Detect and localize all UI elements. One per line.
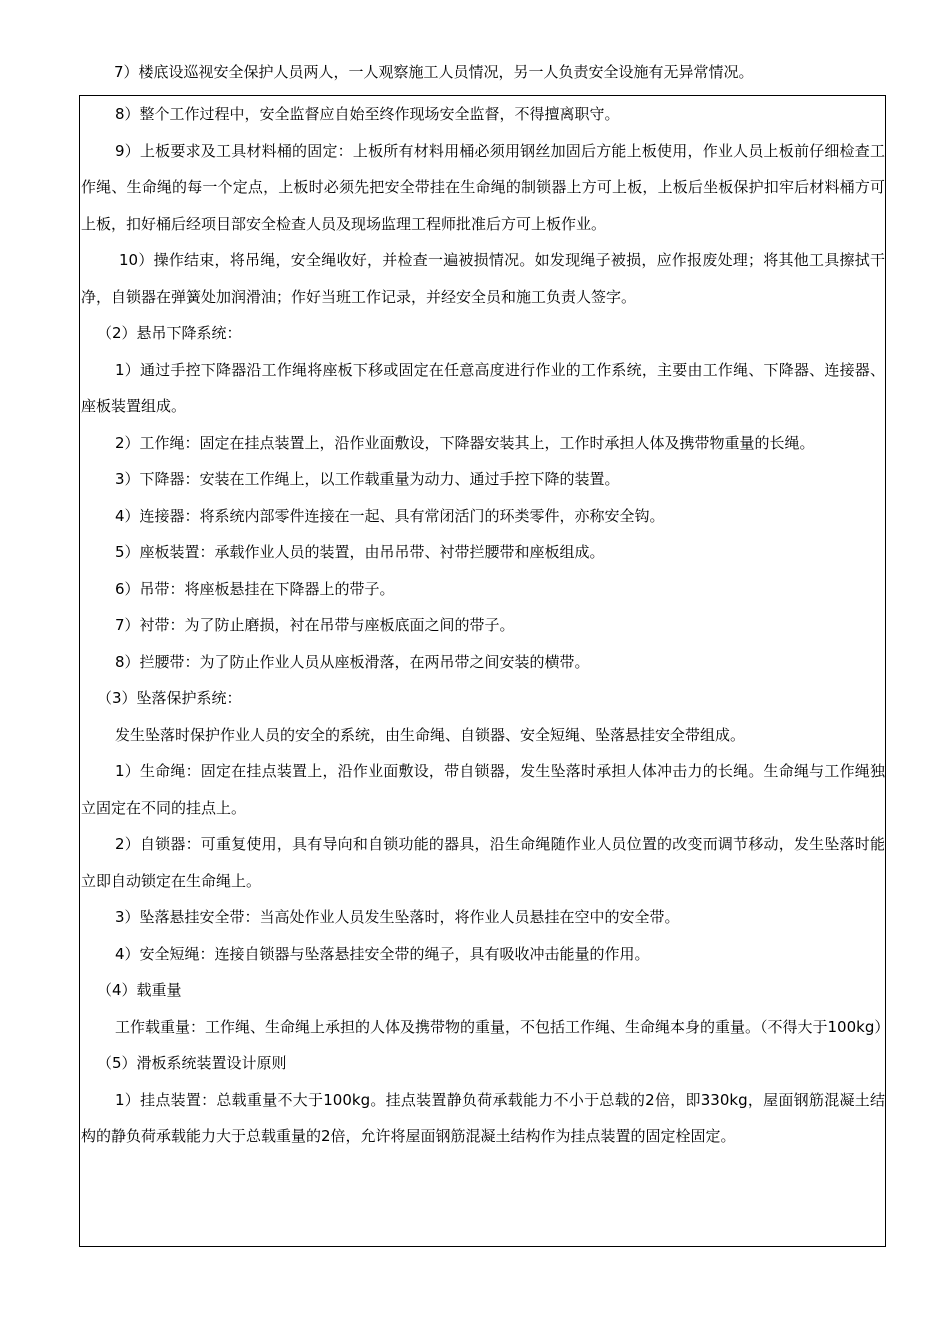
paragraph: 8）拦腰带：为了防止作业人员从座板滑落，在两吊带之间安装的横带。 xyxy=(115,652,590,671)
paragraph: 工作载重量：工作绳、生命绳上承担的人体及携带物的重量，不包括工作绳、生命绳本身的重量。（不得大于100kg） xyxy=(115,1017,890,1036)
document-body xyxy=(81,96,890,1155)
section-heading: （3）坠落保护系统： xyxy=(97,689,242,707)
paragraph: 10）操作结束，将吊绳，安全绳收好，并检查一遍被损情况。如发现绳子被损，应作报废处理；将其他工具擦拭干净，自锁器在弹簧处加润滑油；作好当班工作记录，并经安全员和施工负责人签字。 xyxy=(81,251,885,306)
paragraph: 3）坠落悬挂安全带：当高处作业人员发生坠落时，将作业人员悬挂在空中的安全带。 xyxy=(115,908,680,926)
paragraph: 7）衬带：为了防止磨损，衬在吊带与座板底面之间的带子。 xyxy=(115,616,515,634)
paragraph: 4）连接器：将系统内部零件连接在一起、具有常闭活门的环类零件，亦称安全钩。 xyxy=(115,506,665,525)
paragraph: 2）自锁器：可重复使用，具有导向和自锁功能的器具，沿生命绳随作业人员位置的改变而调节移动，发生坠落时能立即自动锁定在生命绳上。 xyxy=(81,835,885,890)
paragraph: 发生坠落时保护作业人员的安全的系统，由生命绳、自锁器、安全短绳、坠落悬挂安全带组成。 xyxy=(115,725,746,744)
paragraph: 9）上板要求及工具材料桶的固定：上板所有材料用桶必须用钢丝加固后方能上板使用，作业人员上板前仔细检查工作绳、生命绳的每一个定点，上板时必须先把安全带挂在生命绳的制锁器上方可上板，上板后坐板保护扣牢后材料桶方可上板，扣好桶后经项目部安全检查人员及现场监理工程师批准后方可上板作业。 xyxy=(81,141,885,233)
paragraph: 3）下降器：安装在工作绳上，以工作载重量为动力、通过手控下降的装置。 xyxy=(115,470,620,488)
section-heading: （5）滑板系统装置设计原则 xyxy=(97,1054,287,1072)
paragraph: 1）生命绳：固定在挂点装置上，沿作业面敷设，带自锁器，发生坠落时承担人体冲击力的长绳。生命绳与工作绳独立固定在不同的挂点上。 xyxy=(81,762,885,817)
paragraph: 1）通过手控下降器沿工作绳将座板下移或固定在任意高度进行作业的工作系统，主要由工作绳、下降器、连接器、座板装置组成。 xyxy=(81,360,885,415)
section-heading: （2）悬吊下降系统： xyxy=(97,324,242,342)
top-paragraph: 7）楼底设巡视安全保护人员两人，一人观察施工人员情况，另一人负责安全设施有无异常情况。 xyxy=(114,63,754,81)
paragraph: 8）整个工作过程中，安全监督应自始至终作现场安全监督，不得擅离职守。 xyxy=(115,105,620,123)
paragraph: 6）吊带：将座板悬挂在下降器上的带子。 xyxy=(115,579,395,598)
paragraph: 2）工作绳：固定在挂点装置上，沿作业面敷设，下降器安装其上，工作时承担人体及携带物重量的长绳。 xyxy=(115,433,815,452)
section-heading: （4）载重量 xyxy=(97,981,182,999)
paragraph: 1）挂点装置：总载重量不大于100kg。挂点装置静负荷承载能力不小于总载的2倍，即330kg，屋面钢筋混凝土结构的静负荷承载能力大于总载重量的2倍，允许将屋面钢筋混凝土结构作为挂点装置的固定栓固定。 xyxy=(81,1090,885,1145)
paragraph: 4）安全短绳：连接自锁器与坠落悬挂安全带的绳子，具有吸收冲击能量的作用。 xyxy=(115,944,650,963)
paragraph: 5）座板装置：承载作业人员的装置，由吊吊带、衬带拦腰带和座板组成。 xyxy=(115,543,605,561)
